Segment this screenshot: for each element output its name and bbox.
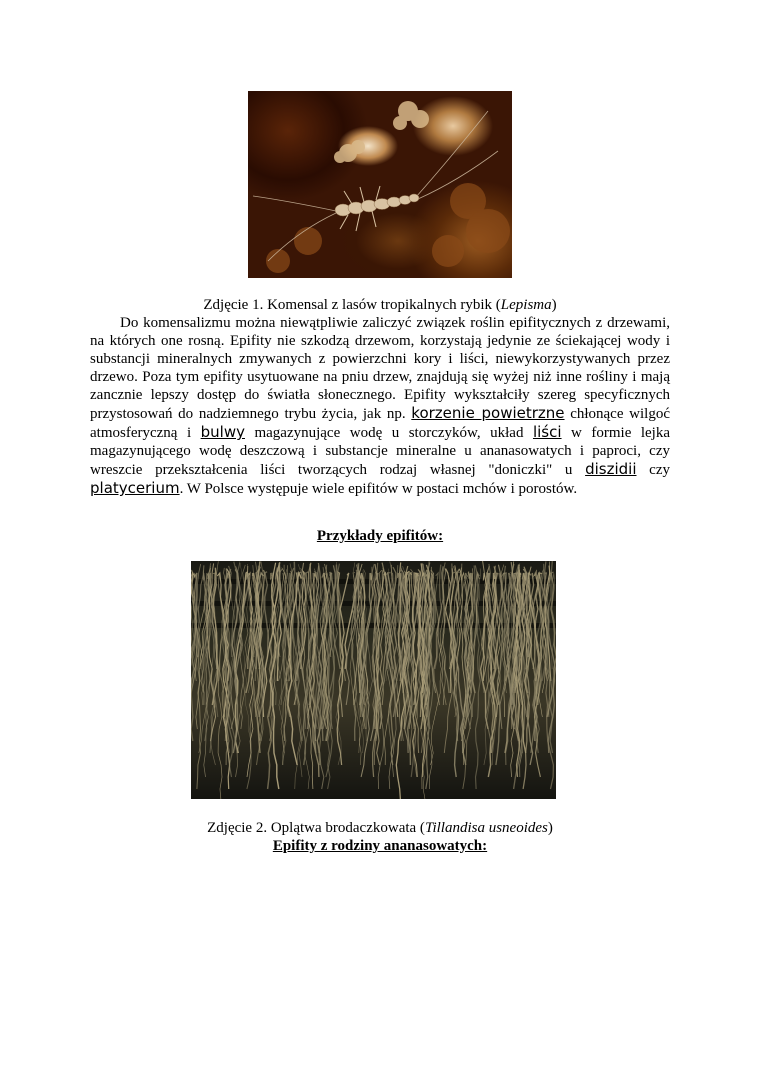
caption-species: Tillandisa usneoides <box>424 820 548 836</box>
photo1-caption <box>0 296 760 314</box>
silverfish-illustration <box>248 91 512 278</box>
silverfish-photo <box>248 91 512 278</box>
paragraph-text: Do komensalizmu można niewątpliwie zaliczyć związek roślin epifitycznych z drzewami, na których one rosną. Epifity nie szkodzą drzewom, korzystają jedynie ze ściekającej wody i substancji mineralnych zmywanych z powierzchni kory i liści, niewykorzystywanych przez drzewo. Poza tym epifity usytuowane na pniu drzew, znajdują się wyżej niż inne rośliny i mają zancznie lepszy dostęp do światła słonecznego. Epifity wykształciły szereg specyficznych przystosowań do nadziemnego trybu życia, jak np. <box>90 315 670 422</box>
spanish-moss-photo <box>191 561 556 799</box>
link-dischidia[interactable]: diszidii <box>585 460 637 478</box>
caption-text-end: ) <box>551 297 557 313</box>
caption-species: Lepisma <box>500 297 552 313</box>
link-leaves[interactable]: liści <box>532 423 562 441</box>
examples-heading: Przykłady epifitów: <box>316 528 444 544</box>
caption-text-end: ) <box>547 820 553 836</box>
link-platycerium[interactable]: platycerium <box>90 479 180 497</box>
paragraph-text: . W Polsce występuje wiele epifitów w postaci mchów i porostów. <box>179 481 578 497</box>
caption-text: Zdjęcie 1. Komensal z lasów tropikalnych rybik ( <box>203 297 501 313</box>
link-aerial-roots[interactable]: korzenie powietrzne <box>411 404 565 422</box>
bromeliad-epiphytes-heading: Epifity z rodziny ananasowatych: <box>272 838 488 854</box>
link-bulbs[interactable]: bulwy <box>200 423 245 441</box>
spanish-moss-illustration <box>191 561 556 799</box>
paragraph-text: magazynujące wodę u storczyków, układ <box>244 425 533 441</box>
paragraph-text: chłonące wilgoć atmosferyczną i <box>90 406 670 441</box>
paragraph-text: czy <box>636 462 670 478</box>
caption-text: Zdjęcie 2. Oplątwa brodaczkowata ( <box>207 820 425 836</box>
body-paragraph <box>90 314 670 498</box>
paragraph-text: w formie lejka magazynującego wodę deszczową i substancje mineralne u ananasowatych i paproci, czy wreszcie przekształcenia liści tworzących rodzaj własnej "doniczki" u <box>90 425 670 478</box>
photo2-caption <box>0 819 760 837</box>
